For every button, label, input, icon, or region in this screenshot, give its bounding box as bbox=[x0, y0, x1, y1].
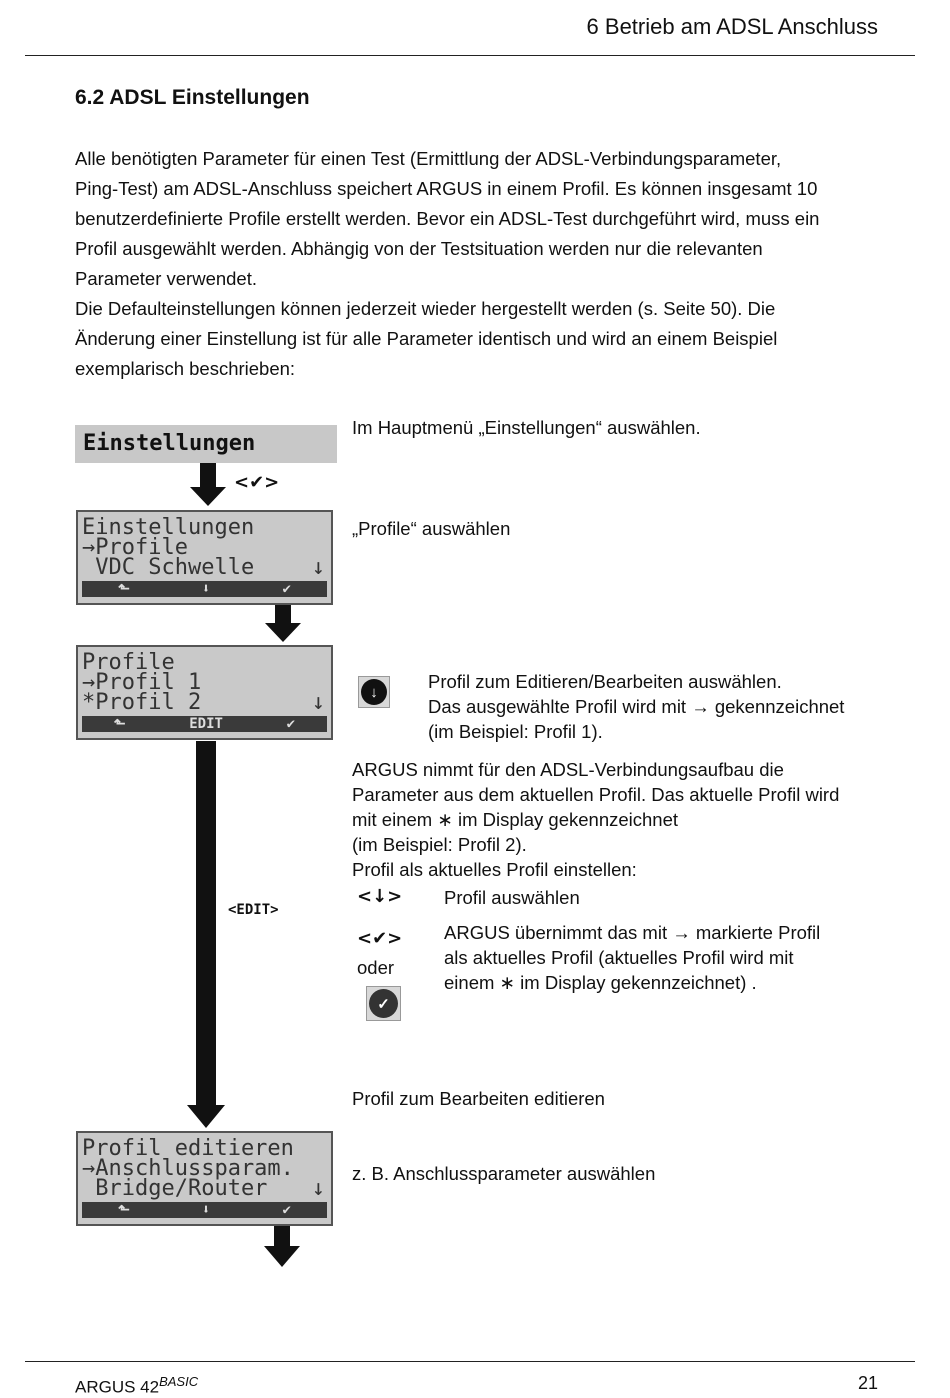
step-select-einstellungen: Im Hauptmenü „Einstellungen“ auswählen. bbox=[352, 417, 701, 438]
scroll-down-icon: ↓ bbox=[311, 555, 325, 580]
intro-line: Die Defaulteinstellungen können jederzeit wieder hergestellt werden (s. Seite 50). Die bbox=[75, 298, 776, 319]
step-line: mit einem ∗ im Display gekennzeichnet bbox=[352, 809, 679, 830]
footer-rule bbox=[25, 1361, 915, 1362]
step-select-profil bbox=[428, 669, 844, 744]
step-line: einem ∗ im Display gekennzeichnet) . bbox=[444, 972, 757, 993]
step-select-profil-short: Profil auswählen bbox=[444, 887, 580, 908]
step-edit-profile: Profil zum Bearbeiten editieren bbox=[352, 1088, 605, 1109]
footer-product-name: ARGUS 42 bbox=[75, 1377, 160, 1397]
back-softkey-icon[interactable]: ⬑ bbox=[118, 1202, 130, 1218]
ok-key-label[interactable]: <✔> bbox=[357, 928, 403, 949]
intro-line: Alle benötigten Parameter für einen Test (Ermittlung der ADSL-Verbindungsparameter, bbox=[75, 148, 782, 169]
back-softkey-icon[interactable]: ⬑ bbox=[113, 716, 126, 732]
step-line: (im Beispiel: Profil 2). bbox=[352, 834, 527, 855]
ok-button-icon[interactable]: ✓ bbox=[366, 986, 401, 1021]
ok-softkey-icon[interactable]: ✔ bbox=[282, 581, 291, 597]
lcd-line: Profile bbox=[82, 650, 175, 675]
edit-key-label[interactable]: <EDIT> bbox=[228, 902, 279, 918]
lcd-line: Einstellungen bbox=[82, 515, 255, 540]
ok-softkey-icon[interactable]: ✔ bbox=[286, 716, 296, 732]
step-line: als aktuelles Profil (aktuelles Profil wird mit bbox=[444, 947, 794, 968]
page-number: 21 bbox=[857, 1373, 878, 1393]
main-menu-einstellungen[interactable]: Einstellungen bbox=[75, 425, 337, 463]
step-line: (im Beispiel: Profil 1). bbox=[428, 721, 603, 742]
lcd-line-selected: →Anschlussparam. bbox=[82, 1156, 294, 1181]
lcd-screen-einstellungen bbox=[76, 510, 333, 605]
step-current-profile-info bbox=[352, 757, 839, 882]
lcd-line: Profil editieren bbox=[82, 1136, 294, 1161]
down-softkey-icon[interactable]: ⬇ bbox=[201, 581, 211, 597]
lcd-line bbox=[78, 1176, 331, 1201]
lcd-line bbox=[78, 690, 331, 715]
down-arrow-icon bbox=[263, 1226, 301, 1268]
footer-product-edition: BASIC bbox=[159, 1374, 199, 1389]
step-set-current-profile bbox=[444, 920, 820, 995]
or-label: oder bbox=[357, 957, 395, 978]
step-line: ARGUS nimmt für den ADSL-Verbindungsaufbau die bbox=[352, 759, 784, 780]
intro-line: Parameter verwendet. bbox=[75, 268, 258, 289]
step-line: Profil als aktuelles Profil einstellen: bbox=[352, 859, 637, 880]
lcd-line-text: Bridge/Router bbox=[82, 1176, 268, 1201]
step-select-anschlussparameter: z. B. Anschlussparameter auswählen bbox=[352, 1163, 656, 1184]
lcd-screen-profil-editieren bbox=[76, 1131, 333, 1226]
ok-softkey-icon[interactable]: ✔ bbox=[282, 1202, 291, 1218]
intro-line: exemplarisch beschrieben: bbox=[75, 358, 296, 379]
lcd-screen-profile bbox=[76, 645, 333, 740]
page-header-title: 6 Betrieb am ADSL Anschluss bbox=[586, 14, 878, 39]
updown-key-label[interactable]: <↓> bbox=[357, 886, 403, 907]
lcd-line-selected: →Profil 1 bbox=[82, 670, 202, 695]
lcd-softkey-bar bbox=[82, 716, 327, 732]
ok-key-label[interactable]: <✔> bbox=[234, 472, 280, 493]
down-arrow-icon bbox=[264, 605, 302, 643]
header-rule bbox=[25, 55, 915, 56]
scroll-down-icon: ↓ bbox=[311, 690, 325, 715]
intro-line: Ping-Test) am ADSL-Anschluss speichert ARGUS in einem Profil. Es können insgesamt 10 bbox=[75, 178, 818, 199]
intro-text bbox=[75, 144, 895, 384]
lcd-line-selected: →Profile bbox=[82, 535, 188, 560]
intro-line: Profil ausgewählt werden. Abhängig von der Testsituation werden nur die relevanten bbox=[75, 238, 763, 259]
step-select-profile: „Profile“ auswählen bbox=[352, 518, 511, 539]
footer-product bbox=[75, 1374, 198, 1398]
step-line: ARGUS übernimmt das mit → markierte Profil bbox=[444, 922, 821, 943]
lcd-line-text: VDC Schwelle bbox=[82, 555, 255, 580]
back-softkey-icon[interactable]: ⬑ bbox=[118, 581, 130, 597]
intro-line: benutzerdefinierte Profile erstellt werden. Bevor ein ADSL-Test durchgeführt wird, muss ein bbox=[75, 208, 820, 229]
section-title: 6.2 ADSL Einstellungen bbox=[75, 86, 310, 109]
lcd-softkey-bar bbox=[82, 581, 327, 597]
down-arrow-icon bbox=[186, 741, 226, 1129]
scroll-down-icon: ↓ bbox=[311, 1176, 325, 1201]
lcd-line bbox=[78, 555, 331, 580]
step-line: Parameter aus dem aktuellen Profil. Das aktuelle Profil wird bbox=[352, 784, 840, 805]
down-softkey-icon[interactable]: ⬇ bbox=[201, 1202, 211, 1218]
down-arrow-icon bbox=[188, 463, 228, 507]
step-line: Profil zum Editieren/Bearbeiten auswählen. bbox=[428, 671, 782, 692]
edit-softkey[interactable]: EDIT bbox=[189, 716, 223, 732]
down-key-icon[interactable]: ↓ bbox=[358, 676, 390, 708]
lcd-softkey-bar bbox=[82, 1202, 327, 1218]
intro-line: Änderung einer Einstellung ist für alle Parameter identisch und wird an einem Beispiel bbox=[75, 328, 778, 349]
lcd-line-text: *Profil 2 bbox=[82, 690, 202, 715]
step-line: Das ausgewählte Profil wird mit → gekennzeichnet bbox=[428, 696, 845, 717]
